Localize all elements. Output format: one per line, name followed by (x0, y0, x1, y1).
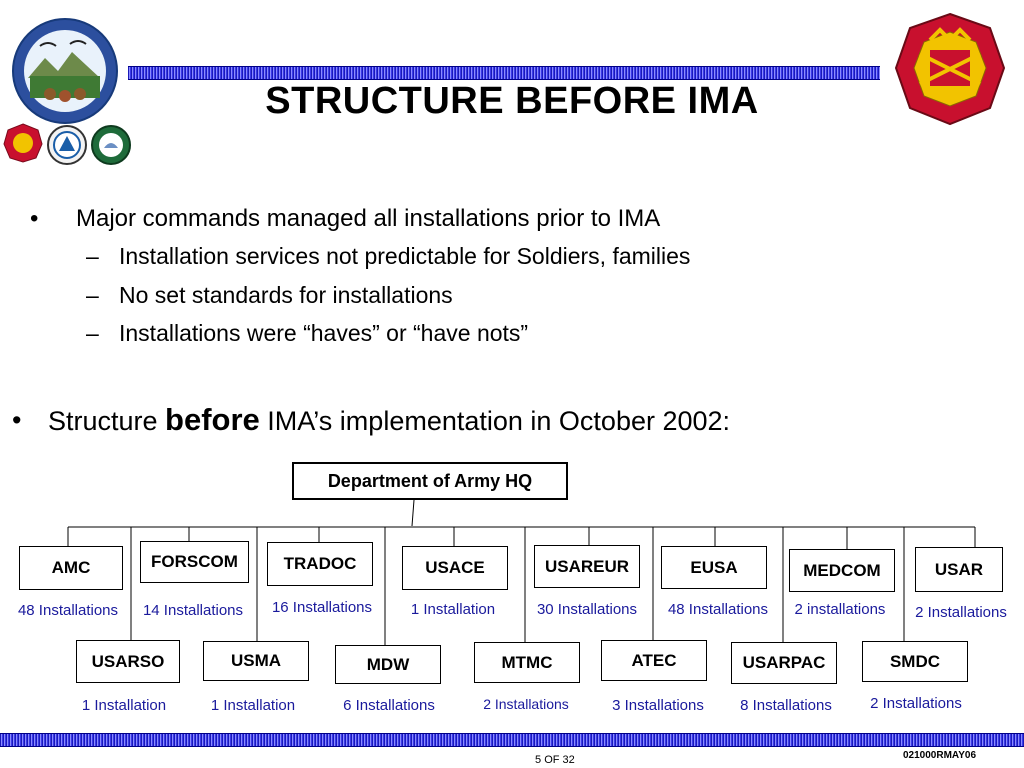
org-box-atec: ATEC (601, 640, 707, 681)
sub-bullet-2: No set standards for installations (119, 282, 453, 308)
org-box-usma: USMA (203, 641, 309, 681)
structure-post: IMA’s implementation in October 2002: (259, 406, 731, 436)
count-usarpac: 8 Installations (740, 697, 832, 714)
bullet-marker: • (30, 205, 39, 232)
count-medcom: 2 installations (794, 601, 886, 618)
count-forscom: 14 Installations (142, 602, 244, 619)
sub-bullet-1: Installation services not predictable for Soldiers, families (119, 243, 691, 269)
bullet-2-marker: • (12, 405, 22, 435)
count-usar: 2 Installations (915, 604, 1007, 621)
count-mtmc: 2 Installations (483, 696, 569, 712)
org-box-smdc: SMDC (862, 641, 968, 682)
org-box-usareur: USAREUR (534, 545, 640, 588)
org-box-mdw: MDW (335, 645, 441, 684)
count-amc: 48 Installations (17, 602, 119, 619)
count-usarso: 1 Installation (81, 697, 167, 714)
count-atec: 3 Installations (612, 697, 704, 714)
org-box-medcom: MEDCOM (789, 549, 895, 592)
structure-bold: before (165, 402, 260, 437)
count-smdc: 2 Installations (870, 695, 962, 712)
count-usareur: 30 Installations (536, 601, 638, 618)
sub-bullet-1-marker: – (86, 243, 99, 269)
count-eusa: 48 Installations (667, 601, 769, 618)
sub-bullet-3-marker: – (86, 320, 99, 346)
count-usma: 1 Installation (210, 697, 296, 714)
page-number: 5 (535, 754, 542, 766)
org-box-eusa: EUSA (661, 546, 767, 589)
page-total: OF 32 (544, 754, 575, 766)
bullet-1-text: Major commands managed all installations prior to IMA (76, 205, 661, 232)
structure-pre: Structure (48, 406, 166, 436)
count-mdw: 6 Installations (343, 697, 435, 714)
count-usace: 1 Installation (410, 601, 496, 618)
org-box-usarpac: USARPAC (731, 642, 837, 684)
org-box-forscom: FORSCOM (140, 541, 249, 583)
count-tradoc: 16 Installations (271, 599, 373, 616)
slide-title: STRUCTURE BEFORE IMA (265, 80, 759, 122)
org-box-usar: USAR (915, 547, 1003, 592)
org-box-mtmc: MTMC (474, 642, 580, 683)
org-box-amc: AMC (19, 546, 123, 590)
org-box-usace: USACE (402, 546, 508, 590)
sub-bullet-2-marker: – (86, 282, 99, 308)
org-box-tradoc: TRADOC (267, 542, 373, 586)
sub-bullet-3: Installations were “haves” or “have nots” (119, 320, 529, 346)
org-box-usarso: USARSO (76, 640, 180, 683)
footer-code: 021000RMAY06 (903, 750, 977, 761)
page-indicator (535, 754, 575, 766)
department-of-army-hq-box: Department of Army HQ (292, 462, 568, 500)
